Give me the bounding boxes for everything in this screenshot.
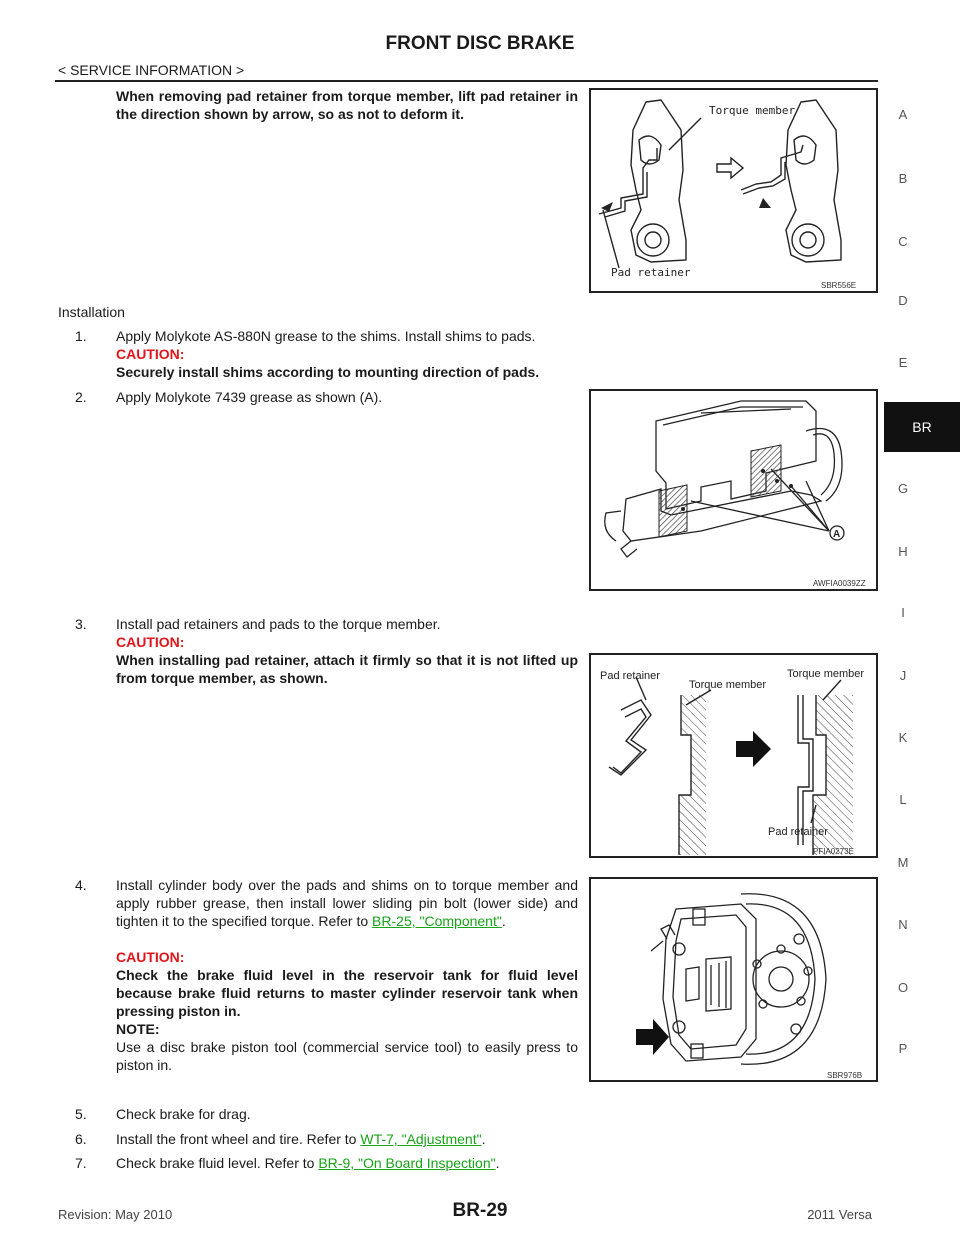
page-title: FRONT DISC BRAKE: [385, 33, 575, 54]
step-7-body: [116, 1154, 616, 1172]
figure-code: SBR556E: [821, 281, 857, 290]
side-index-n[interactable]: N: [898, 917, 908, 932]
step-7-suffix: .: [495, 1155, 500, 1171]
step-6-suffix: .: [481, 1131, 486, 1147]
figure-label-pad-retainer-top: Pad retainer: [600, 670, 660, 682]
figure-label-pad-retainer-bottom: Pad retainer: [768, 826, 828, 838]
side-index-a[interactable]: A: [898, 107, 908, 122]
step-4-caution-label: CAUTION:: [116, 949, 185, 965]
installation-heading: Installation: [58, 304, 125, 320]
step-6-body: [116, 1130, 616, 1148]
figure-label-pad-retainer: Pad retainer: [611, 266, 691, 279]
side-index-d[interactable]: D: [898, 293, 908, 308]
footer-revision: Revision: May 2010: [58, 1207, 173, 1222]
page-number: BR-29: [452, 1200, 508, 1221]
side-index-g[interactable]: G: [897, 481, 909, 496]
step-2-number: 2.: [75, 389, 87, 405]
step-7-text: Check brake fluid level. Refer to: [116, 1155, 315, 1171]
step-6-text: Install the front wheel and tire. Refer to: [116, 1131, 357, 1147]
side-index-e[interactable]: E: [898, 355, 908, 370]
figure-grease-points: [589, 389, 878, 591]
step-6-number: 6.: [75, 1131, 87, 1147]
step-4-caution-text: Check the brake fluid level in the reservoir tank for fluid level because brake fluid returns to master cylinder reservoir tank when pressing piston in.: [116, 967, 578, 1019]
side-index-k[interactable]: K: [898, 730, 908, 745]
figure-code: AWFIA0039ZZ: [813, 579, 866, 588]
link-wt-7-adjustment[interactable]: WT-7, "Adjustment": [360, 1131, 482, 1147]
figure-code: SBR976B: [827, 1071, 863, 1080]
step-1-caution-label: CAUTION:: [116, 346, 185, 362]
step-5-text: Check brake for drag.: [116, 1106, 251, 1122]
step-1-caution-text: Securely install shims according to mounting direction of pads.: [116, 364, 540, 380]
side-index-j[interactable]: J: [899, 668, 907, 683]
side-index-i[interactable]: I: [901, 605, 905, 620]
link-br-25-component[interactable]: BR-25, "Component": [372, 913, 502, 929]
step-3-text: Install pad retainers and pads to the torque member.: [116, 616, 441, 632]
footer-model: 2011 Versa: [807, 1207, 872, 1222]
side-index-b[interactable]: B: [898, 171, 908, 186]
step-1-text: Apply Molykote AS-880N grease to the shims. Install shims to pads.: [116, 328, 536, 344]
step-4-note-label: NOTE:: [116, 1021, 160, 1037]
step-5-number: 5.: [75, 1106, 87, 1122]
intro-paragraph: When removing pad retainer from torque member, lift pad retainer in the direction shown by arrow, so as not to deform it.: [116, 88, 578, 122]
step-3-caution-label: CAUTION:: [116, 634, 185, 650]
figure-pad-retainer-install: [589, 653, 878, 858]
figure-label-torque-member-mid: Torque member: [689, 679, 767, 691]
link-br-9-on-board-inspection[interactable]: BR-9, "On Board Inspection": [318, 1155, 496, 1171]
step-2-text: Apply Molykote 7439 grease as shown (A).: [116, 389, 383, 405]
side-index-l[interactable]: L: [899, 792, 907, 807]
figure-label-torque-member-right: Torque member: [787, 668, 865, 680]
step-1-number: 1.: [75, 328, 87, 344]
side-index-h[interactable]: H: [898, 544, 908, 559]
figure-label-torque-member: Torque member: [709, 104, 796, 117]
side-index-o[interactable]: O: [897, 980, 909, 995]
side-index-m[interactable]: M: [897, 855, 909, 870]
side-index-br-active[interactable]: BR: [884, 402, 960, 452]
header-divider: [55, 80, 878, 82]
step-7-number: 7.: [75, 1155, 87, 1171]
step-4-suffix: .: [501, 913, 506, 929]
figure-code: PFIA0273E: [813, 847, 854, 856]
figure-label-a: A: [833, 529, 841, 540]
step-4-text: Install cylinder body over the pads and shims on to torque member and apply rubber grease, then install lower sliding pin bolt (lower side) and tighten it to the specified torque. Refer to: [116, 877, 578, 929]
section-subtitle: < SERVICE INFORMATION >: [58, 62, 245, 78]
side-index-c[interactable]: C: [898, 234, 908, 249]
step-4-number: 4.: [75, 877, 87, 893]
step-4-note-text: Use a disc brake piston tool (commercial service tool) to easily press to piston in.: [116, 1039, 578, 1073]
step-3-number: 3.: [75, 616, 87, 632]
figure-caliper-install: [589, 877, 878, 1082]
step-3-caution-text: When installing pad retainer, attach it firmly so that it is not lifted up from torque member, as shown.: [116, 652, 578, 686]
side-index-p[interactable]: P: [898, 1041, 908, 1056]
figure-pad-retainer-removal: [589, 88, 878, 293]
step-4-body: [116, 876, 578, 930]
